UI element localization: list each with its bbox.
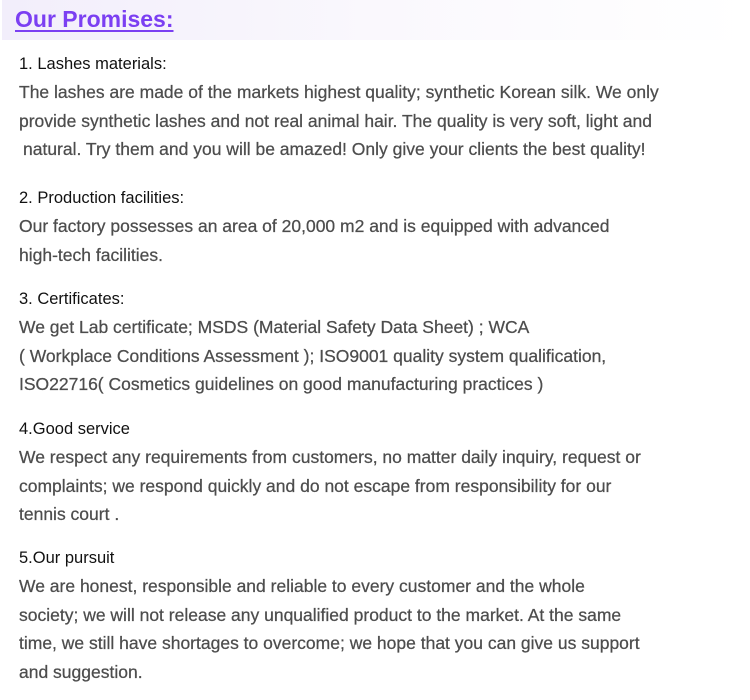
paragraph-line: The lashes are made of the markets highest quality; synthetic Korean silk. We only <box>19 82 659 102</box>
paragraph-line: We are honest, responsible and reliable to every customer and the whole <box>19 576 585 596</box>
paragraph-line: We respect any requirements from customers, no matter daily inquiry, request or <box>19 447 641 467</box>
section-production-facilities <box>19 184 739 269</box>
page-title: Our Promises: <box>15 6 174 32</box>
paragraph-line: complaints; we respond quickly and do not escape from responsibility for our <box>19 475 612 496</box>
section-certificates <box>19 285 739 399</box>
paragraph-line: society; we will not release any unqualified product to the market. At the same <box>19 604 622 625</box>
section-heading: 1. Lashes materials: <box>19 55 167 73</box>
section-our-pursuit <box>19 544 739 686</box>
paragraph-line: natural. Try them and you will be amazed! Only give your clients the best quality! <box>23 139 646 159</box>
paragraph-line: high-tech facilities. <box>19 244 163 265</box>
paragraph-line: ( Workplace Conditions Assessment ); ISO9001 quality system qualification, <box>19 345 607 366</box>
paragraph-line: provide synthetic lashes and not real animal hair. The quality is very soft, light and <box>19 110 652 131</box>
section-good-service <box>19 415 739 529</box>
page-header <box>2 0 748 40</box>
section-heading: 5.Our pursuit <box>19 549 115 567</box>
paragraph-line: tennis court . <box>19 504 120 524</box>
section-lashes-materials <box>19 50 739 164</box>
section-heading: 3. Certificates: <box>19 290 125 308</box>
paragraph-line: Our factory possesses an area of 20,000 m2 and is equipped with advanced <box>19 216 610 236</box>
section-heading: 2. Production facilities: <box>19 189 185 207</box>
paragraph-line: We get Lab certificate; MSDS (Material Safety Data Sheet) ; WCA <box>19 317 530 337</box>
paragraph-line: and suggestion. <box>19 661 143 682</box>
section-heading: 4.Good service <box>19 420 130 438</box>
paragraph-line: time, we still have shortages to overcome; we hope that you can give us support <box>19 633 640 653</box>
paragraph-line: ISO22716( Cosmetics guidelines on good manufacturing practices ) <box>19 374 544 394</box>
